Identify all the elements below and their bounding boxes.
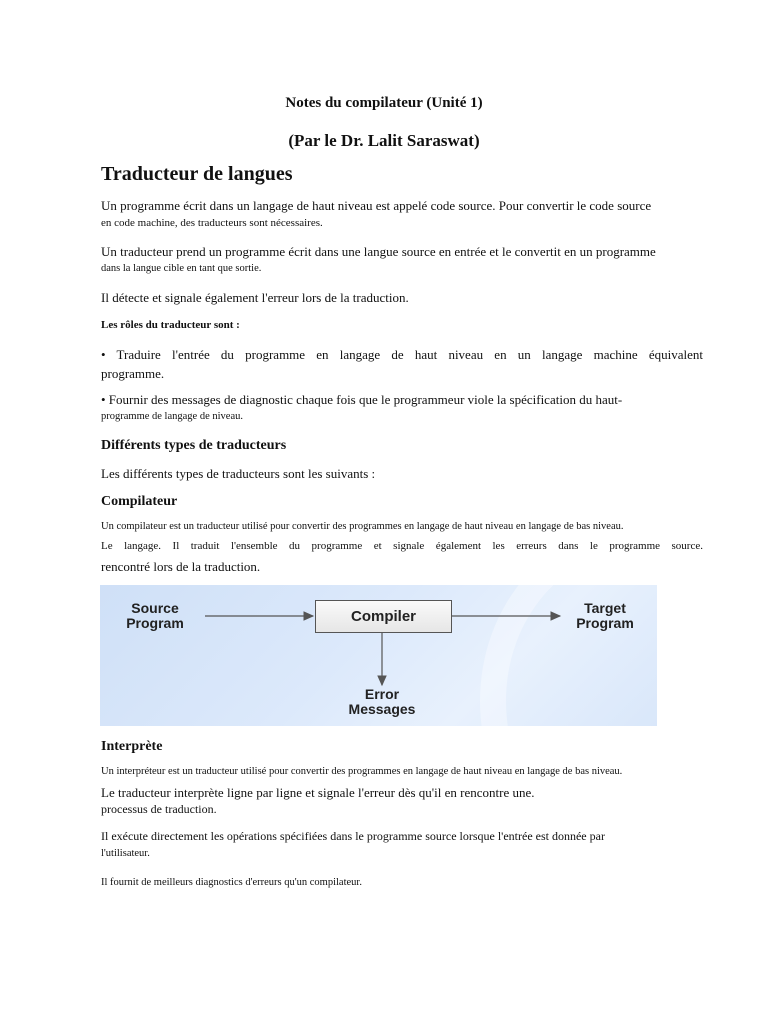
- document-author: (Par le Dr. Lalit Saraswat): [288, 131, 480, 150]
- bullet-line: programme de langage de niveau.: [101, 411, 243, 422]
- roles-heading: Les rôles du traducteur sont :: [101, 319, 240, 331]
- section-heading-interpreter: Interprète: [101, 739, 163, 754]
- paragraph-line: Le traducteur interprète ligne par ligne et signale l'erreur dès qu'il en rencontre une.: [101, 785, 535, 800]
- paragraph-line: Un interpréteur est un traducteur utilisé pour convertir des programmes en langage de haut niveau en langage de bas niveau.: [101, 766, 623, 777]
- paragraph-line: dans la langue cible en tant que sortie.: [101, 263, 262, 274]
- compiler-diagram: [100, 585, 657, 726]
- paragraph-line: Le langage. Il traduit l'ensemble du programme et signale également les erreurs dans le programme source.: [101, 540, 703, 552]
- section-heading-types: Différents types de traducteurs: [101, 438, 287, 453]
- source-program-label: Source Program: [126, 600, 184, 631]
- paragraph-line: Les différents types de traducteurs sont les suivants :: [101, 466, 376, 481]
- section-heading-translator: Traducteur de langues: [101, 163, 293, 185]
- paragraph-line: en code machine, des traducteurs sont nécessaires.: [101, 217, 323, 229]
- paragraph-line: rencontré lors de la traduction.: [101, 559, 261, 574]
- section-heading-compiler: Compilateur: [101, 494, 178, 509]
- bullet-line: • Traduire l'entrée du programme en langage de haut niveau en un langage machine équivalent: [101, 347, 703, 362]
- paragraph-line: Un compilateur est un traducteur utilisé pour convertir des programmes en langage de haut niveau en langage de bas niveau.: [101, 521, 624, 532]
- paragraph-line: Un programme écrit dans un langage de haut niveau est appelé code source. Pour convertir le code source: [101, 198, 652, 213]
- paragraph-line: Il fournit de meilleurs diagnostics d'erreurs qu'un compilateur.: [101, 877, 362, 888]
- paragraph-line: processus de traduction.: [101, 802, 217, 816]
- document-title: Notes du compilateur (Unité 1): [285, 95, 483, 111]
- paragraph-line: Il détecte et signale également l'erreur lors de la traduction.: [101, 290, 409, 305]
- paragraph-line: Un traducteur prend un programme écrit dans une langue source en entrée et le convertit en un programme: [101, 244, 656, 259]
- error-messages-label: Error Messages: [348, 686, 416, 717]
- bullet-line: programme.: [101, 366, 165, 381]
- compiler-box: Compiler: [315, 600, 452, 633]
- target-program-label: Target Program: [576, 600, 634, 631]
- paragraph-line: l'utilisateur.: [101, 848, 150, 859]
- bullet-line: • Fournir des messages de diagnostic chaque fois que le programmeur viole la spécification du haut-: [101, 392, 623, 407]
- paragraph-line: Il exécute directement les opérations spécifiées dans le programme source lorsque l'entrée est donnée par: [101, 829, 605, 843]
